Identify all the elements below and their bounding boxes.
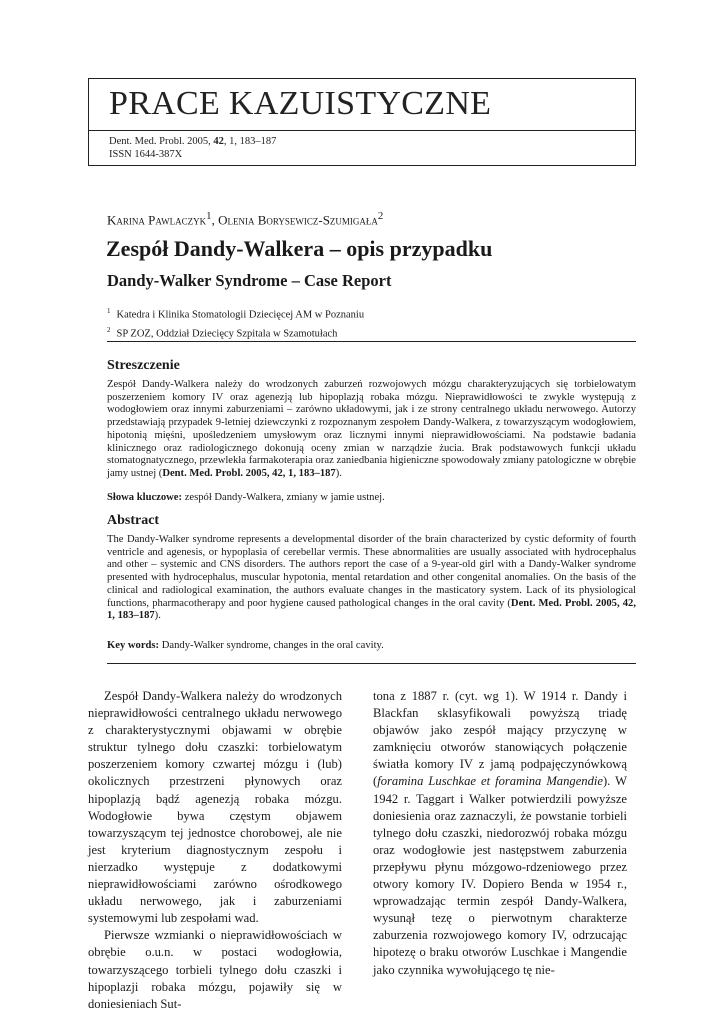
keywords-polish: Słowa kluczowe: zespół Dandy-Walkera, zmiany w jamie ustnej.	[107, 492, 385, 503]
affiliations	[107, 304, 364, 341]
abstract-top-rule	[107, 341, 636, 342]
abstract-heading: Abstract	[107, 513, 160, 528]
body-column-left	[88, 688, 342, 1013]
journal-header-box	[88, 78, 636, 166]
section-title: PRACE KAZUISTYCZNE	[109, 85, 492, 122]
streszczenie-heading: Streszczenie	[107, 358, 180, 373]
header-divider	[89, 130, 635, 131]
keywords-english: Key words: Dandy-Walker syndrome, changes in the oral cavity.	[107, 640, 384, 651]
body-paragraph: Pierwsze wzmianki o nieprawidłowościach w obrębie o.u.n. w postaci wodogłowia, towarzyszącego torbieli tylnego dołu czaszki i hipoplazji robaka mózgu, pojawiły się w doniesieniach Sut-	[88, 928, 342, 1011]
author-name: Karina Pawlaczyk	[107, 212, 207, 228]
journal-citation: Dent. Med. Probl. 2005, 42, 1, 183–187 ISSN 1644-387X	[109, 136, 277, 160]
author-list: Karina Pawlaczyk$^1$, Olenia Borysewicz-Szumigała$^2$	[107, 210, 384, 228]
body-column-right	[373, 688, 627, 979]
article-title-english: Dandy-Walker Syndrome – Case Report	[107, 271, 392, 290]
issn: ISSN 1644-387X	[109, 149, 183, 160]
body-paragraph: tona z 1887 r. (cyt. wg 1). W 1914 r. Dandy i Blackfan sklasyfikowali powyższą triadę objawów jako zespół mający przyczynę w zamknięciu otworów stanowiących połączenie światła komory IV z jamą podpajęczynówkową (foramina Luschkae et foramina Mangendie). W 1942 r. Taggart i Walker potwierdzili powyższe doniesienia oraz zaznaczyli, że powstanie torbieli tylnego dołu czaszki, niedorozwój robaka mózgu oraz wodogłowie jest następstwem zaburzenia przepływu płynu mózgowo-rdzeniowego przez otwory komory IV. Dopiero Benda w 1954 r., wprowadzając termin zespół Dandy-Walkera, wysunął tezę o pierwotnym charakterze zaburzenia rozwojowego komory IV, odrzucając hipotezę o braku otworów Luschkae i Mangendie jako czynnika wywołującego tę nie-	[373, 689, 627, 977]
affiliation: $^2$ SP ZOZ, Oddział Dziecięcy Szpitala w Szamotułach	[107, 325, 338, 339]
abstract-bottom-rule	[107, 663, 636, 664]
abstract-text: The Dandy-Walker syndrome represents a developmental disorder of the brain characterized by cystic deformity of fourth ventricle and agenesis, or hypoplasia of cerebellar vermis. These abnormalities are usually associated with hydrocephalus and other – systemic and CNS disorders. The authors report the case of a 9-year-old girl with a Dandy-Walker syndrome presented with hydrocephalus, muscular hypotonia, mental retardation and other congenital anomalies. On the basis of the clinical and radiological examination, the authors evaluate changes in the masticatory system. Lack of its physiological functions, pharmacotherapy and poor hygiene caused pathological changes in the oral cavity (Dent. Med. Probl. 2005, 42, 1, 183–187).	[107, 534, 636, 622]
body-paragraph: Zespół Dandy-Walkera należy do wrodzonych nieprawidłowości centralnego układu nerwowego z charakterystycznymi objawami w obrębie struktur tylnego dołu czaszki: torbielowatym poszerzeniem komory czwartej mózgu i (lub) okolicznych przestrzeni płynowych oraz hipoplazją bądź agenezją robaka mózgu. Wodogłowie bywa częstym objawem towarzyszącym tej jednostce chorobowej, ale nie jest kryterium diagnostycznym zespołu i nierzadko występuje z dodatkowymi nieprawidłowościami zarówno ośrodkowego układu nerwowego, jak i zaburzeniami systemowymi lub zespołami wad.	[88, 689, 342, 926]
streszczenie-text: Zespół Dandy-Walkera należy do wrodzonych zaburzeń rozwojowych mózgu charakteryzujących się torbielowatym poszerzeniem komory IV oraz agenezją lub hipoplazją robaka mózgu. Nieprawidłowości te zwykle występują z wodogłowiem oraz innymi zaburzeniami – zarówno układowymi, jak i ze strony centralnego układu nerwowego. Autorzy przedstawiają przypadek 9-letniej dziewczynki z rozpoznanym zespołem Dandy-Walkera, z towarzyszącym wodogłowiem, hipotonią mięśni, upośledzeniem umysłowym oraz licznymi innymi nieprawidłowościami. Na podstawie badania klinicznego oraz radiologicznego dokonują oceny zmian w narządzie żucia. Brak podstawowych funkcji układu stomatognatycznego, przewlekła farmakoterapia oraz zaniedbania higieniczne spowodowały zmiany patologiczne w obrębie jamy ustnej (Dent. Med. Probl. 2005, 42, 1, 183–187).	[107, 379, 636, 479]
affiliation: $^1$ Katedra i Klinika Stomatologii Dziecięcej AM w Poznaniu	[107, 307, 365, 321]
article-title-polish: Zespół Dandy-Walkera – opis przypadku	[106, 236, 493, 261]
author-name: Olenia Borysewicz-Szumigała	[218, 212, 378, 228]
